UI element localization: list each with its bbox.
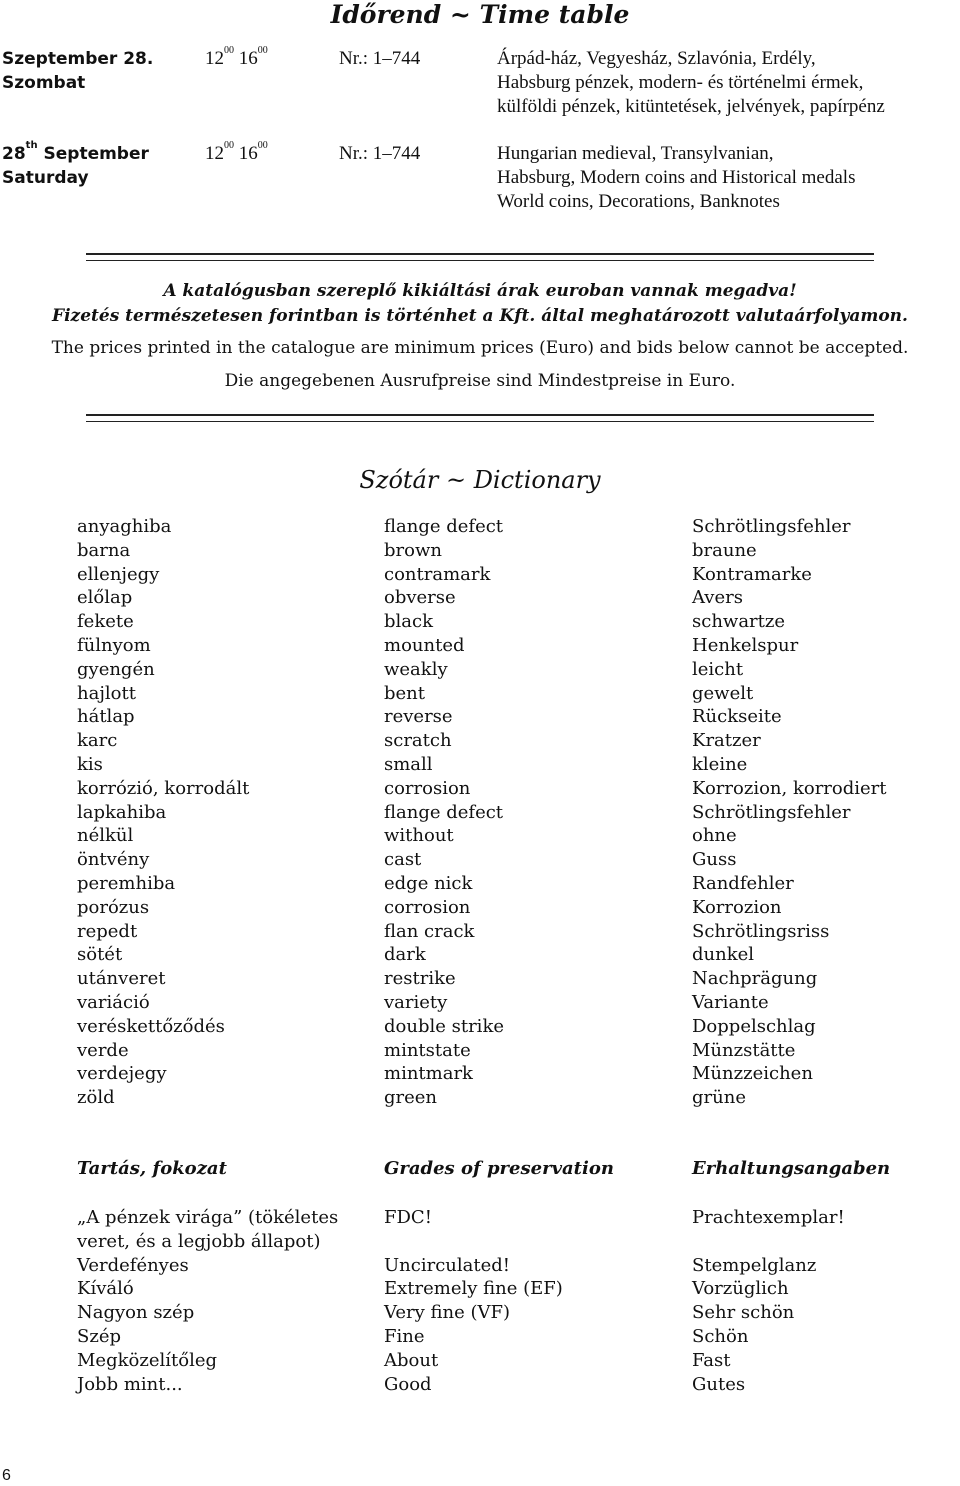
list-item: öntvény bbox=[77, 849, 150, 871]
list-item: corrosion bbox=[384, 777, 471, 799]
list-item: nélkül bbox=[77, 825, 134, 847]
list-item: FDC! bbox=[384, 1207, 432, 1228]
list-item: Schön bbox=[692, 1325, 749, 1347]
schedule-day-hu: Szeptember 28. Szombat bbox=[2, 49, 154, 93]
list-item: Münzstätte bbox=[692, 1039, 796, 1061]
grades-german-column bbox=[692, 1206, 845, 1396]
schedule-time-en: $12^{00}$ $16^{00}$ bbox=[205, 140, 268, 164]
list-item: peremhiba bbox=[77, 872, 176, 894]
grades-english-column bbox=[384, 1206, 563, 1396]
list-item: Doppelschlag bbox=[692, 1015, 816, 1037]
list-item: dunkel bbox=[692, 944, 755, 966]
list-item: Uncirculated! bbox=[384, 1254, 511, 1276]
list-item: „A pénzek virága” (tökéletes bbox=[77, 1207, 339, 1228]
list-item: Jobb mint... bbox=[77, 1373, 183, 1395]
list-item: korrózió, korrodált bbox=[77, 777, 250, 799]
schedule-lots-hu: Nr.: 1–744 bbox=[339, 48, 421, 69]
list-item: barna bbox=[77, 539, 131, 561]
list-item: Korrozion bbox=[692, 896, 782, 918]
list-item: sötét bbox=[77, 944, 123, 966]
list-item: Szép bbox=[77, 1325, 121, 1347]
list-item: schwartze bbox=[692, 611, 786, 633]
list-item: black bbox=[384, 611, 433, 633]
list-item: green bbox=[384, 1087, 438, 1109]
list-item: Guss bbox=[692, 849, 737, 871]
list-item: flan crack bbox=[384, 920, 475, 942]
list-item: zöld bbox=[77, 1087, 115, 1109]
list-item: Nachprägung bbox=[692, 968, 818, 990]
list-item: Rückseite bbox=[692, 706, 782, 728]
list-item: mounted bbox=[384, 634, 465, 656]
list-item: fekete bbox=[77, 611, 134, 633]
list-item: without bbox=[384, 825, 454, 847]
list-item: small bbox=[384, 753, 433, 775]
list-item: Sehr schön bbox=[692, 1302, 795, 1324]
notice-de: Die angegebenen Ausrufpreise sind Mindestpreise in Euro. bbox=[224, 371, 736, 391]
notice-en: The prices printed in the catalogue are minimum prices (Euro) and bids below cannot be accepted. bbox=[51, 338, 909, 358]
list-item: anyaghiba bbox=[77, 516, 172, 537]
notice-hu-1: A katalógusban szereplő kikiáltási árak euroban vannak megadva! bbox=[163, 281, 797, 301]
grades-hungarian-column bbox=[77, 1206, 338, 1396]
page-number: 6 bbox=[2, 1467, 11, 1484]
list-item: Fast bbox=[692, 1349, 731, 1371]
list-item: ellenjegy bbox=[77, 563, 160, 585]
list-item: ohne bbox=[692, 825, 737, 847]
list-item: fülnyom bbox=[77, 634, 151, 656]
list-item: Nagyon szép bbox=[77, 1302, 195, 1324]
list-item: verdejegy bbox=[77, 1063, 167, 1085]
list-item: Very fine (VF) bbox=[384, 1302, 510, 1324]
list-item: double strike bbox=[384, 1015, 504, 1037]
grades-header-en: Grades of preservation bbox=[384, 1158, 614, 1179]
list-item: kis bbox=[77, 753, 103, 775]
page-title: Időrend ~ Time table bbox=[330, 0, 630, 29]
list-item: bent bbox=[384, 682, 426, 704]
schedule-desc-hu: Árpád-ház, Vegyesház, Szlavónia, Erdély, Habsburg pénzek, modern- és történelmi érmek, külföldi pénzek, kitüntetések, jelvények, papírpénz bbox=[497, 48, 885, 117]
list-item: flange defect bbox=[384, 801, 504, 823]
schedule-time-hu: $12^{00}$ $16^{00}$ bbox=[205, 45, 268, 69]
list-item: dark bbox=[384, 944, 426, 966]
list-item: weakly bbox=[384, 658, 448, 680]
list-item: variáció bbox=[77, 991, 150, 1013]
divider-bottom bbox=[86, 414, 874, 422]
list-item: Good bbox=[384, 1373, 432, 1395]
dictionary-german-column bbox=[692, 515, 887, 1110]
list-item: edge nick bbox=[384, 872, 473, 894]
schedule-desc-en: Hungarian medieval, Transylvanian, Habsburg, Modern coins and Historical medals World coins, Decorations, Banknotes bbox=[497, 143, 856, 212]
list-item: hátlap bbox=[77, 706, 135, 728]
list-item: kleine bbox=[692, 753, 748, 775]
list-item: utánveret bbox=[77, 968, 166, 990]
dictionary-hungarian-column bbox=[77, 515, 249, 1110]
list-item: Extremely fine (EF) bbox=[384, 1278, 563, 1300]
grades-header-hu: Tartás, fokozat bbox=[77, 1158, 227, 1179]
list-item: reverse bbox=[384, 706, 453, 728]
grades-header-de: Erhaltungsangaben bbox=[692, 1158, 891, 1179]
list-item: flange defect bbox=[384, 516, 504, 537]
notice-hu-2: Fizetés természetesen forintban is történhet a Kft. által meghatározott valutaárfolyamon. bbox=[52, 306, 908, 326]
list-item: corrosion bbox=[384, 896, 471, 918]
list-item: About bbox=[384, 1349, 439, 1371]
list-item: lapkahiba bbox=[77, 801, 167, 823]
list-item: Schrötlingsfehler bbox=[692, 516, 851, 537]
list-item: karc bbox=[77, 730, 118, 752]
list-item: verde bbox=[77, 1039, 129, 1061]
list-item: leicht bbox=[692, 658, 744, 680]
schedule-day-en: 28th September Saturday bbox=[2, 140, 149, 188]
list-item: előlap bbox=[77, 587, 133, 609]
list-item: mintstate bbox=[384, 1039, 471, 1061]
list-item: Kontramarke bbox=[692, 563, 812, 585]
list-item: Gutes bbox=[692, 1373, 746, 1395]
list-item: Henkelspur bbox=[692, 634, 799, 656]
list-item: restrike bbox=[384, 968, 456, 990]
list-item: mintmark bbox=[384, 1063, 473, 1085]
dictionary-english-column bbox=[384, 515, 504, 1110]
dictionary-title: Szótár ~ Dictionary bbox=[359, 466, 601, 494]
schedule-lots-en: Nr.: 1–744 bbox=[339, 143, 421, 164]
list-item: obverse bbox=[384, 587, 456, 609]
list-item: Randfehler bbox=[692, 872, 794, 894]
list-item: hajlott bbox=[77, 682, 136, 704]
list-item: contramark bbox=[384, 563, 491, 585]
list-item: Avers bbox=[692, 587, 743, 609]
list-item: veret, és a legjobb állapot) bbox=[77, 1230, 321, 1252]
list-item: Prachtexemplar! bbox=[692, 1207, 845, 1228]
list-item: gewelt bbox=[692, 682, 754, 704]
list-item: repedt bbox=[77, 920, 138, 942]
list-item: porózus bbox=[77, 896, 150, 918]
list-item: Schrötlingsriss bbox=[692, 920, 830, 942]
list-item: Verdefényes bbox=[77, 1254, 189, 1276]
list-item: Fine bbox=[384, 1325, 425, 1347]
list-item: variety bbox=[384, 991, 448, 1013]
list-item: Korrozion, korrodiert bbox=[692, 777, 887, 799]
list-item: Variante bbox=[692, 991, 769, 1013]
list-item: brown bbox=[384, 539, 442, 561]
list-item: veréskettőződés bbox=[77, 1015, 225, 1037]
list-item: scratch bbox=[384, 730, 452, 752]
divider-top bbox=[86, 253, 874, 261]
list-item: Münzzeichen bbox=[692, 1063, 813, 1085]
list-item: cast bbox=[384, 849, 422, 871]
list-item: grüne bbox=[692, 1087, 746, 1109]
list-item: Stempelglanz bbox=[692, 1254, 817, 1276]
list-item: Schrötlingsfehler bbox=[692, 801, 851, 823]
list-item: Kratzer bbox=[692, 730, 761, 752]
list-item: Vorzüglich bbox=[692, 1278, 789, 1300]
list-item: gyengén bbox=[77, 658, 155, 680]
list-item: braune bbox=[692, 539, 757, 561]
list-item: Megközelítőleg bbox=[77, 1349, 218, 1371]
list-item: Kíváló bbox=[77, 1278, 134, 1300]
